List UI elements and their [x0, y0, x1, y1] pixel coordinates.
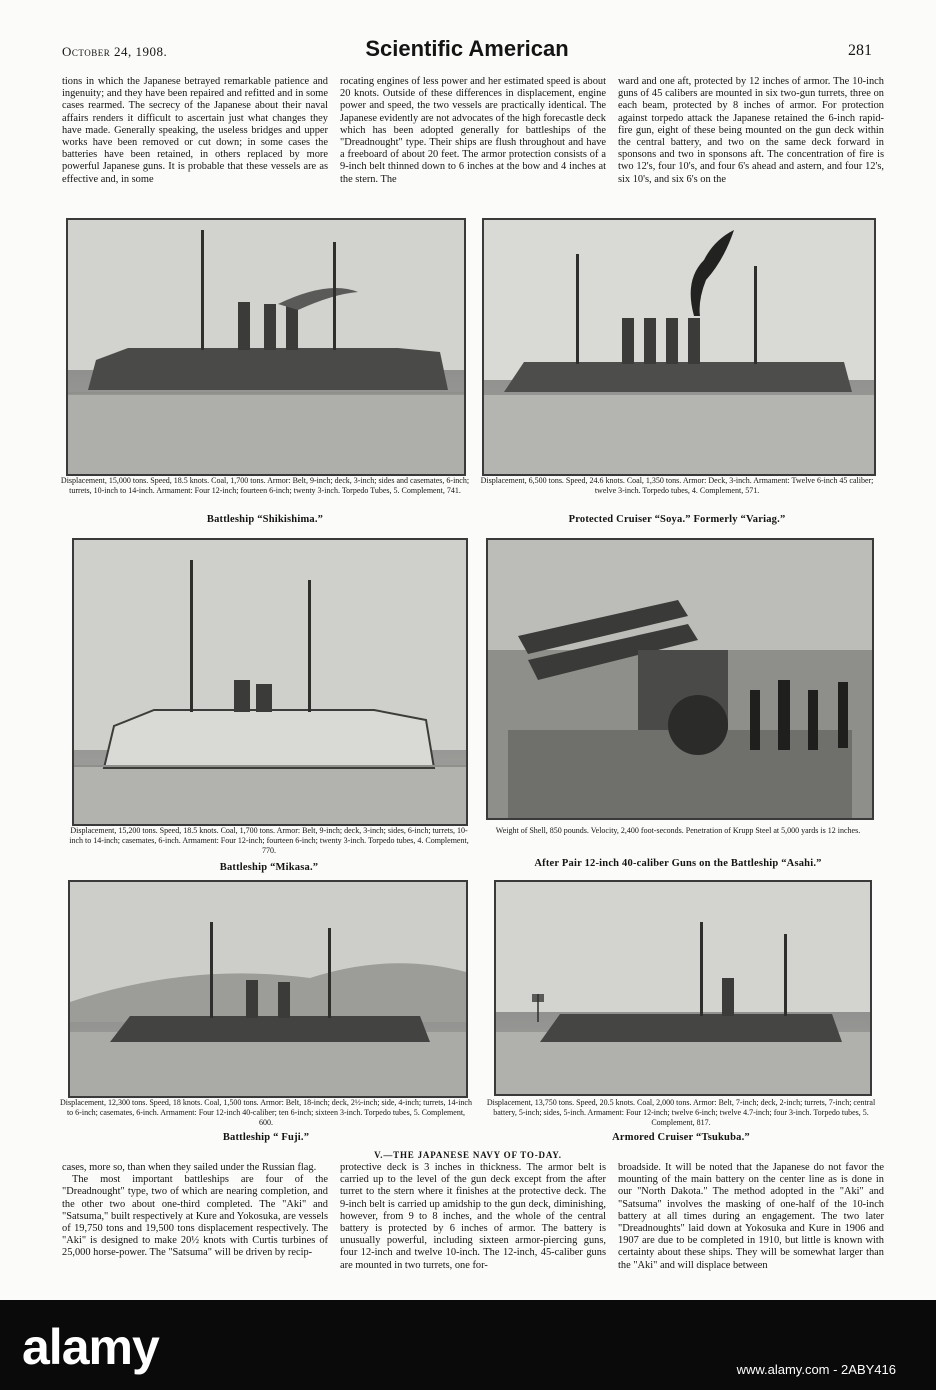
body-column-1 — [62, 1162, 328, 1260]
photo-soya — [482, 218, 876, 476]
caption-shikishima: Displacement, 15,000 tons. Speed, 18.5 knots. Coal, 1,700 tons. Armor: Belt, 9-inch; deck, 3-inch; sides and casemates, 6-inch; turrets, 10-inch to 14-inch. Armament: Four 12-inch; fourteen 6-inch; twenty 3-inch. Torpedo Tubes, 5. Complement, 741. — [60, 476, 470, 495]
ship-illustration — [74, 540, 466, 824]
body-paragraph: broadside. It will be noted that the Japanese do not favor the mounting of the main battery on the center line as is done in our "North Dakota." The method adopted in the "Aki" and "Satsuma" involves the masking of one-half of the 10-inch battery at all times during an engagement. The two later "Dreadnoughts" laid down at Yokosuka and Kure in 1906 and 1907 are due to be completed in 1910, but little is known with certainty about these ships. They will be somewhat larger than the "Aki" and will displace between — [618, 1162, 884, 1271]
body-column-2 — [340, 1162, 606, 1272]
stock-footer-bar — [0, 1300, 936, 1390]
intro-paragraph: ward and one aft, protected by 12 inches of armor. The 10-inch guns of 45 calibers are mounted in six two-gun turrets, three on each beam, protected by 8 inches of armor. For protection against torpedo attack the Japanese retained the 6-inch rapid-fire gun, eight of these being mounted on the gun deck within the central battery, and two on the same deck forward in sponsons and two in sponsons aft. The concentration of fire is two 12's, four 10's, and four 6's ahead and astern, and four 12's, six 10's, and six 6's on the — [618, 76, 884, 185]
title-tsukuba: Armored Cruiser “Tsukuba.” — [612, 1132, 750, 1143]
caption-soya: Displacement, 6,500 tons. Speed, 24.6 knots. Coal, 1,350 tons. Armor: Deck, 3-inch. Armament: Twelve 6-inch 45 caliber; twelve 3-inch. Torpedo tubes, 4. Complement, 571. — [480, 476, 874, 495]
intro-column-1 — [62, 76, 328, 186]
magazine-title: Scientific American — [365, 36, 569, 61]
caption-fuji: Displacement, 12,300 tons. Speed, 18 knots. Coal, 1,500 tons. Armor: Belt, 18-inch; deck, 2½-inch; side, 4-inch; turrets, 14-inch to 6-inch; casemates, 6-inch. Armament: Four 12-inch 40-caliber; ten 6-inch; sixteen 3-inch. Torpedo tubes, 5. Complement, 600. — [60, 1098, 472, 1127]
intro-paragraph: rocating engines of less power and her estimated speed is about 20 knots. Outside of these differences in displacement, engine power and speed, the two vessels are practically identical. The Japanese evidently are not advocates of the high forecastle deck which has been adopted generally for battleships of the "Dreadnought" type. Their ships are flush throughout and have a freeboard of about 20 feet. The armor protection consists of a 9-inch belt thinned down to 6 inches at the bow and 4 inches at the stern. The — [340, 76, 606, 185]
title-shikishima: Battleship “Shikishima.” — [206, 514, 324, 525]
title-soya: Protected Cruiser “Soya.” Formerly “Variag.” — [568, 514, 786, 525]
ship-illustration — [68, 220, 464, 474]
article-section-title: V.—THE JAPANESE NAVY OF TO-DAY. — [374, 1150, 562, 1160]
caption-tsukuba: Displacement, 13,750 tons. Speed, 20.5 knots. Coal, 2,000 tons. Armor: Belt, 7-inch; deck, 2-inch; turrets, 7-inch; central battery, 5-inch; sides, 5-inch. Armament: Four 12-inch; twelve 6-inch; twelve 4.7-inch; four 3-inch. Torpedo tubes, 5. Complement, 817. — [486, 1098, 876, 1127]
body-column-3 — [618, 1162, 884, 1272]
body-paragraph: cases, more so, than when they sailed under the Russian flag. — [62, 1162, 317, 1173]
photo-tsukuba — [494, 880, 872, 1096]
issue-date: October 24, 1908. — [62, 44, 168, 59]
gun-deck-illustration — [488, 540, 872, 818]
photo-mikasa — [72, 538, 468, 826]
intro-column-3 — [618, 76, 884, 186]
title-fuji: Battleship “ Fuji.” — [222, 1132, 310, 1143]
body-paragraph: protective deck is 3 inches in thickness. The armor belt is carried up to the level of the gun deck except from the after turret to the stern where it finishes at the protective deck. The 9-inch belt is carried up amidship to the gun deck, diminishing, however, from 9 to 8 inches, and the whole of the central battery is protected by 6 inches of armor. The battery is unusually powerful, including sixteen armor-piercing guns, four 12-inch and twelve 10-inch. The 12-inch, 45-caliber guns are mounted in two turrets, one for- — [340, 1162, 606, 1271]
caption-asahi: Weight of Shell, 850 pounds. Velocity, 2,400 foot-seconds. Penetration of Krupp Steel at 5,000 yards is 12 inches. — [495, 826, 861, 835]
photo-asahi-guns — [486, 538, 874, 820]
ship-illustration — [484, 220, 874, 474]
photo-fuji — [68, 880, 468, 1098]
caption-mikasa: Displacement, 15,200 tons. Speed, 18.5 knots. Coal, 1,700 tons. Armor: Belt, 9-inch; deck, 3-inch; sides, 6-inch; turrets, 10-inch to 14-inch; casemates, 6-inch. Armament: Four 12-inch; fourteen 6-inch; twenty 3-inch. Torpedo tubes, 4. Complement, 770. — [69, 826, 469, 855]
ship-illustration — [70, 882, 466, 1096]
page-number: 281 — [848, 42, 872, 59]
intro-column-2 — [340, 76, 606, 186]
intro-paragraph: tions in which the Japanese betrayed remarkable patience and ingenuity; and they have been repaired and refitted and in some cases rearmed. The secrecy of the Japanese about their naval affairs renders it difficult to ascertain just what changes they have made. Generally speaking, the useless bridges and upper works have been removed or cut down; in some cases the batteries have been retained, in others replaced by more powerful Japanese guns. It is probable that these vessels are as effective and, in some — [62, 76, 328, 185]
photo-shikishima — [66, 218, 466, 476]
body-paragraph: The most important battleships are four of the "Dreadnought" type, two of which are nearing completion, and the other two about one-third completed. The "Aki" and "Satsuma," built respectively at Kure and Yokosuka, are vessels of 19,750 tons and 19,500 tons displacement respectively. The "Aki" is designed to make 20½ knots with Curtis turbines of 25,000 horse-power. The "Satsuma" will be driven by recip- — [62, 1174, 328, 1259]
title-asahi: After Pair 12-inch 40-caliber Guns on the Battleship “Asahi.” — [534, 858, 822, 869]
title-mikasa: Battleship “Mikasa.” — [219, 862, 319, 873]
image-id: www.alamy.com - 2ABY416 — [736, 1362, 896, 1377]
alamy-logo: alamy — [22, 1319, 159, 1375]
page-header — [62, 36, 872, 70]
ship-illustration — [496, 882, 870, 1094]
